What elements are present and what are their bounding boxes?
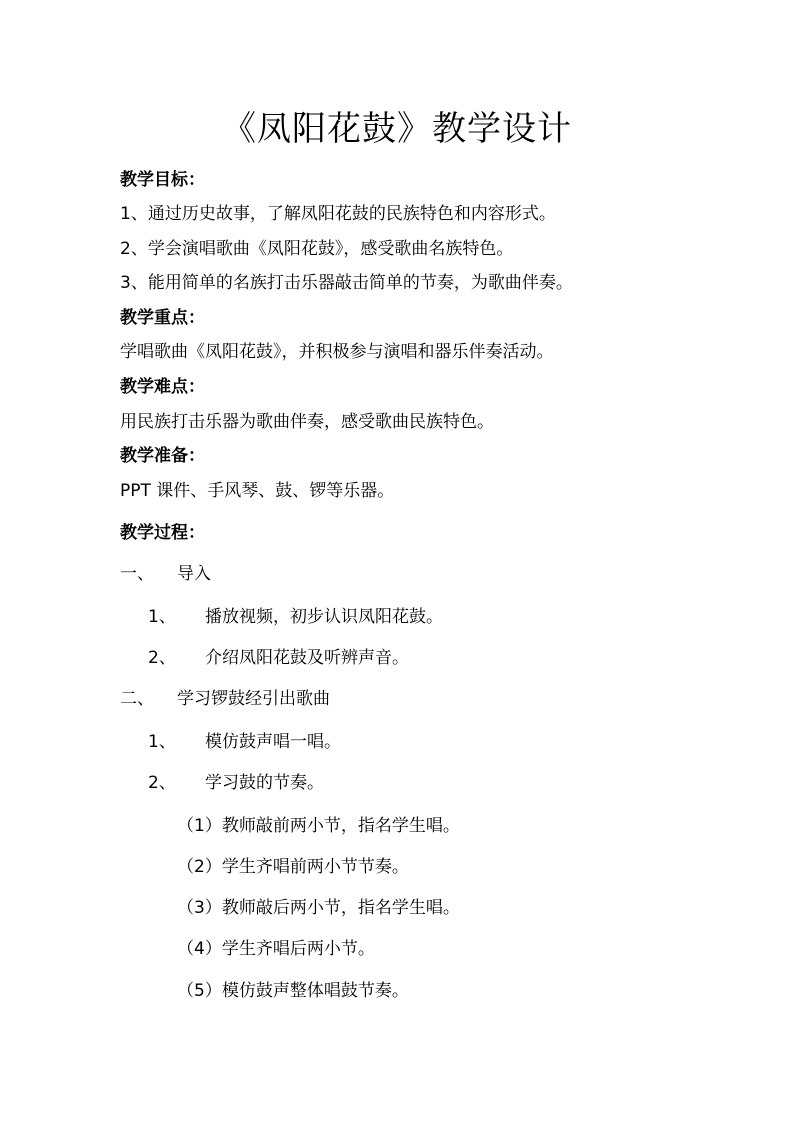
- process-section: [120, 687, 520, 711]
- process-step: [148, 646, 548, 670]
- process-substep: （2）学生齐唱前两小节节奏。: [177, 857, 409, 877]
- objective-item: 3、能用简单的名族打击乐器敲击简单的节奏，为歌曲伴奏。: [120, 273, 573, 293]
- page-title: 《凤阳花鼓》教学设计: [222, 109, 572, 149]
- step-text: 学习鼓的节奏。: [205, 773, 324, 793]
- section-title: 学习锣鼓经引出歌曲: [177, 689, 330, 709]
- step-text: 模仿鼓声唱一唱。: [205, 732, 341, 752]
- step-marker: 2、: [148, 773, 176, 793]
- step-marker: 1、: [148, 607, 176, 627]
- difficulties-heading: 教学难点：: [120, 377, 205, 397]
- objectives-heading: 教学目标：: [120, 170, 205, 190]
- step-text: 介绍凤阳花鼓及听辨声音。: [205, 648, 409, 668]
- step-text: 播放视频，初步认识凤阳花鼓。: [205, 607, 443, 627]
- preparation-text: PPT 课件、手风琴、鼓、锣等乐器。: [120, 481, 395, 501]
- process-substep: （4）学生齐唱后两小节。: [177, 939, 375, 959]
- key-points-text: 学唱歌曲《凤阳花鼓》，并积极参与演唱和器乐伴奏活动。: [120, 342, 554, 362]
- process-substep: （5）模仿鼓声整体唱鼓节奏。: [177, 981, 409, 1001]
- process-heading: 教学过程：: [120, 523, 205, 543]
- process-substep: （3）教师敲后两小节，指名学生唱。: [177, 898, 460, 918]
- step-marker: 2、: [148, 648, 176, 668]
- difficulties-text: 用民族打击乐器为歌曲伴奏，感受歌曲民族特色。: [120, 412, 494, 432]
- preparation-heading: 教学准备：: [120, 446, 205, 466]
- section-title: 导入: [177, 564, 211, 584]
- section-marker: 二、: [120, 689, 154, 709]
- process-section: [120, 562, 420, 586]
- process-step: [148, 730, 548, 754]
- section-marker: 一、: [120, 564, 154, 584]
- objective-item: 2、学会演唱歌曲《凤阳花鼓》，感受歌曲名族特色。: [120, 239, 514, 259]
- step-marker: 1、: [148, 732, 176, 752]
- process-step: [148, 605, 548, 629]
- objective-item: 1、通过历史故事，了解凤阳花鼓的民族特色和内容形式。: [120, 204, 556, 224]
- key-points-heading: 教学重点：: [120, 308, 205, 328]
- process-substep: （1）教师敲前两小节，指名学生唱。: [177, 816, 460, 836]
- process-step: [148, 771, 548, 795]
